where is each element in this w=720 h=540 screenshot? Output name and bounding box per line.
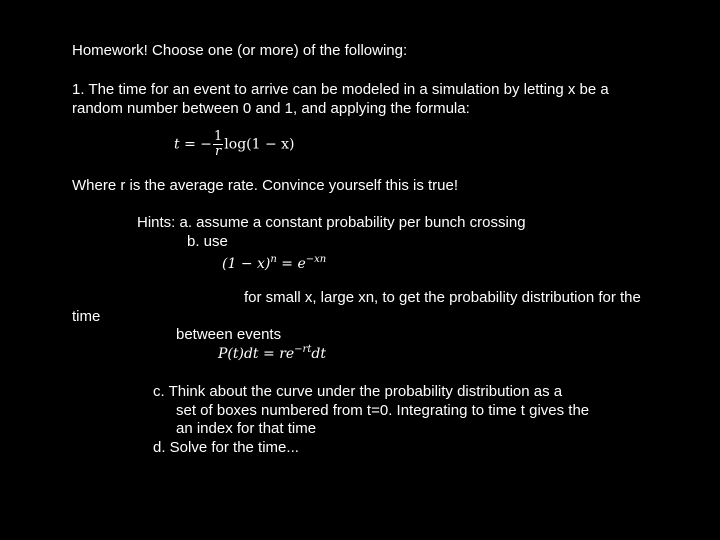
small-x-line: for small x, large xn, to get the probability distribution for the xyxy=(244,289,641,306)
formula-time xyxy=(174,130,295,159)
hint-c-line3: an index for that time xyxy=(176,420,317,437)
formula-time-rhs: log(1 − x) xyxy=(224,136,295,153)
formula-distribution-exponent: −rt xyxy=(294,344,312,355)
hint-b: b. use xyxy=(187,233,228,250)
formula-distribution-tail: dt xyxy=(311,346,326,362)
hint-c-line1: c. Think about the curve under the probability distribution as a xyxy=(153,383,563,400)
item1-line2: random number between 0 and 1, and applying the formula: xyxy=(72,100,470,117)
formula-distribution xyxy=(218,346,326,362)
time-word: time xyxy=(72,308,101,325)
hint-d: d. Solve for the time... xyxy=(153,439,299,456)
formula-time-lhs: t = − xyxy=(174,136,212,153)
formula-limit-lhs: (1 − x) xyxy=(222,256,271,272)
formula-limit-mid: = e xyxy=(276,256,306,272)
item1-line1: 1. The time for an event to arrive can be modeled in a simulation by letting x be a xyxy=(72,81,609,98)
formula-limit xyxy=(222,256,326,272)
hint-a: Hints: a. assume a constant probability per bunch crossing xyxy=(137,214,526,231)
between-events-line: between events xyxy=(176,326,282,343)
formula-distribution-lhs: P(t)dt = re xyxy=(218,346,295,362)
intro-text: Homework! Choose one (or more) of the following: xyxy=(72,42,408,59)
formula-limit-rhs-exponent: −xn xyxy=(305,254,327,265)
formula-limit-lhs-exponent: n xyxy=(270,254,277,265)
where-line: Where r is the average rate. Convince yourself this is true! xyxy=(72,177,459,194)
fraction-denominator: r xyxy=(215,144,222,159)
fraction-numerator: 1 xyxy=(214,129,223,144)
hint-c-line2: set of boxes numbered from t=0. Integrating to time t gives the xyxy=(176,402,590,419)
formula-time-fraction xyxy=(213,130,223,159)
